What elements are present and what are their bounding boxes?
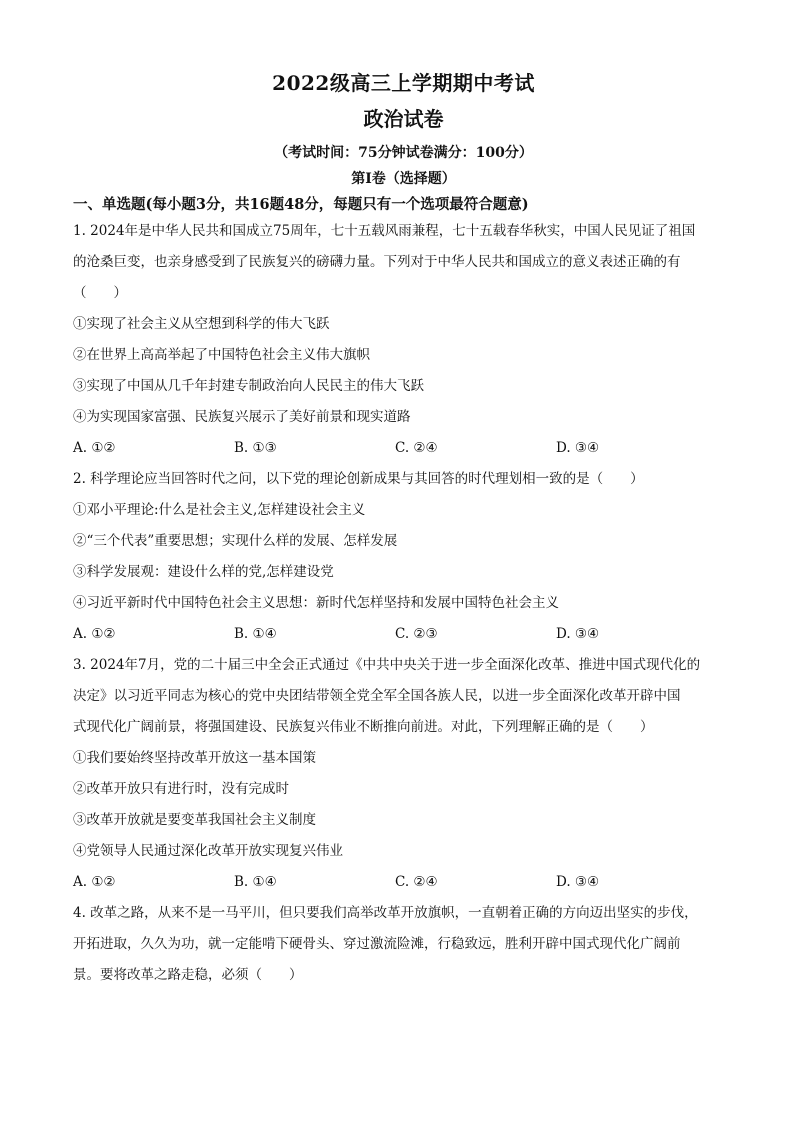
option-d: D. ③④: [556, 626, 600, 642]
question-stem-line: （ ）: [73, 285, 127, 301]
option-b: B. ①③: [234, 440, 277, 456]
option-a: A. ①②: [73, 626, 116, 642]
option-c: C. ②③: [395, 626, 438, 642]
question-1: [73, 216, 734, 464]
statement: ①邓小平理论:什么是社会主义,怎样建设社会主义: [73, 502, 366, 518]
statement: ②在世界上高高举起了中国特色社会主义伟大旗帜: [73, 347, 370, 363]
statement: ③科学发展观：建设什么样的党,怎样建设党: [73, 564, 334, 580]
option-a: A. ①②: [73, 440, 116, 456]
option-b: B. ①④: [234, 626, 277, 642]
question-stem-line: 式现代化广阔前景，将强国建设、民族复兴伟业不断推向前进。对此，下列理解正确的是（ ）: [73, 719, 654, 735]
answer-options: [73, 619, 734, 650]
statement: ②改革开放只有进行时，没有完成时: [73, 781, 289, 797]
statement: ④党领导人民通过深化改革开放实现复兴伟业: [73, 843, 343, 859]
question-stem-line: 2. 科学理论应当回答时代之问，以下党的理论创新成果与其回答的时代理划相一致的是（ ）: [73, 471, 644, 487]
statement: ①我们要始终坚持改革开放这一基本国策: [73, 750, 316, 766]
volume-heading: 第Ⅰ卷（选择题）: [351, 171, 456, 187]
statement: ①实现了社会主义从空想到科学的伟大飞跃: [73, 316, 330, 332]
option-b: B. ①④: [234, 874, 277, 890]
statement: ④习近平新时代中国特色社会主义思想：新时代怎样坚持和发展中国特色社会主义: [73, 595, 559, 611]
exam-info: （考试时间：75分钟试卷满分：100分）: [274, 145, 533, 161]
question-4: [73, 898, 734, 991]
statement: ④为实现国家富强、民族复兴展示了美好前景和现实道路: [73, 409, 411, 425]
option-d: D. ③④: [556, 440, 600, 456]
option-c: C. ②④: [395, 874, 438, 890]
answer-options: [73, 433, 734, 464]
option-a: A. ①②: [73, 874, 116, 890]
statement: ③改革开放就是要变革我国社会主义制度: [73, 812, 316, 828]
question-stem-line: 决定》以习近平同志为核心的党中央团结带领全党全军全国各族人民，以进一步全面深化改革开辟中国: [73, 688, 681, 704]
question-2: [73, 464, 734, 650]
answer-options: [73, 867, 734, 898]
question-stem-line: 3. 2024年7月，党的二十届三中全会正式通过《中共中央关于进一步全面深化改革、推进中国式现代化的: [73, 657, 701, 673]
question-3: [73, 650, 734, 898]
question-stem-line: 开拓进取，久久为功，就一定能啃下硬骨头、穿过激流险滩，行稳致远，胜利开辟中国式现代化广阔前: [73, 936, 681, 952]
question-stem-line: 景。要将改革之路走稳，必须（ ）: [73, 967, 303, 983]
option-c: C. ②④: [395, 440, 438, 456]
statement: ③实现了中国从几千年封建专制政治向人民民主的伟大飞跃: [73, 378, 424, 394]
exam-title: 2022级高三上学期期中考试: [272, 71, 535, 95]
question-stem-line: 1. 2024年是中华人民共和国成立75周年，七十五载风雨兼程，七十五载春华秋实，中国人民见证了祖国: [73, 223, 696, 239]
section-heading: 一、单选题(每小题3分，共16题48分，每题只有一个选项最符合题意): [73, 196, 529, 213]
option-d: D. ③④: [556, 874, 600, 890]
question-stem-line: 4. 改革之路，从来不是一马平川，但只要我们高举改革开放旗帜，一直朝着正确的方向迈出坚实的步伐，: [73, 905, 698, 921]
question-stem-line: 的沧桑巨变，也亲身感受到了民族复兴的磅礴力量。下列对于中华人民共和国成立的意义表述正确的有: [73, 254, 681, 270]
exam-subtitle: 政治试卷: [363, 107, 444, 131]
statement: ②“三个代表”重要思想；实现什么样的发展、怎样发展: [73, 533, 398, 549]
